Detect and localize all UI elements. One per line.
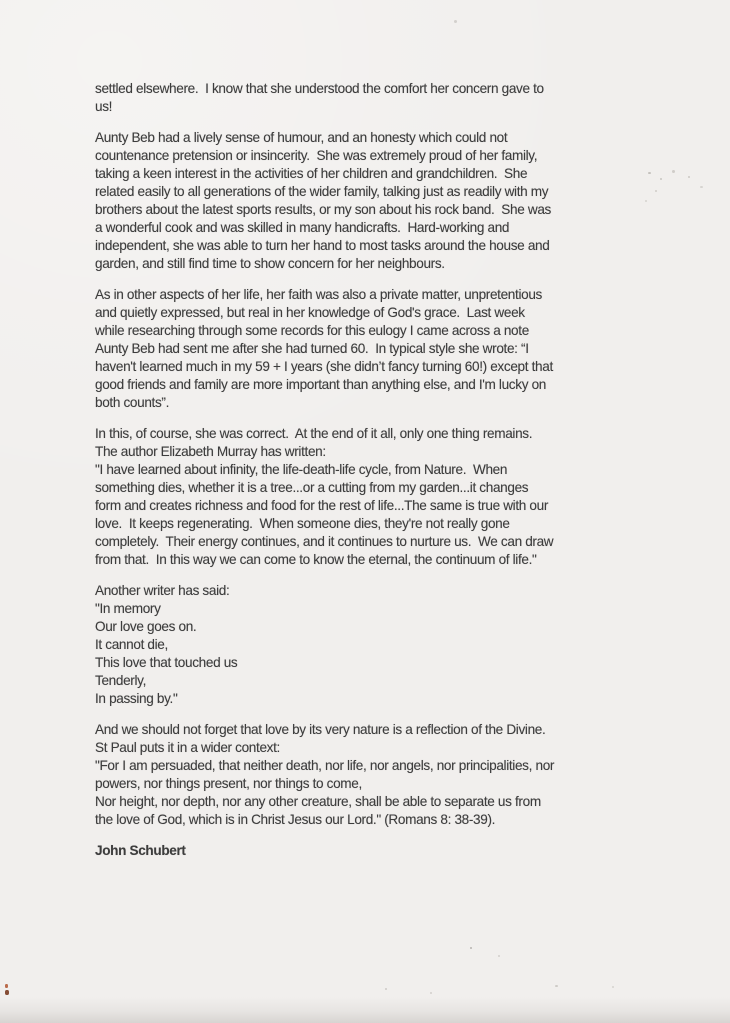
text-line: brothers about the latest sports results, or my son about his rock band. She was [95,202,551,217]
scan-speckle [430,992,432,994]
text-line: garden, and still find time to show concern for her neighbours. [95,256,445,271]
text-line: love. It keeps regenerating. When someone dies, they're not really gone [95,516,510,531]
text-line: and quietly expressed, but real in her knowledge of God's grace. Last week [95,305,525,320]
text-line: The author Elizabeth Murray has written: [95,444,326,459]
text-line: It cannot die, [95,637,168,652]
text-line: As in other aspects of her life, her faith was also a private matter, unpretentious [95,287,542,302]
paragraph [95,721,680,829]
text-line: Our love goes on. [95,619,197,634]
paragraph [95,286,680,412]
text-line: St Paul puts it in a wider context: [95,740,280,755]
text-line: both counts”. [95,395,170,410]
paragraph [95,582,680,708]
text-line: while researching through some records for this eulogy I came across a note [95,323,529,338]
text-line: the love of God, which is in Christ Jesus our Lord." (Romans 8: 38-39). [95,812,496,827]
text-line: from that. In this way we can come to know the eternal, the continuum of life." [95,552,537,567]
text-line: completely. Their energy continues, and it continues to nurture us. We can draw [95,534,554,549]
text-line: In this, of course, she was correct. At the end of it all, only one thing remains. [95,426,533,441]
scan-speckle [700,186,703,188]
text-line: "For I am persuaded, that neither death, nor life, nor angels, nor principalities, nor [95,758,555,773]
text-line: countenance pretension or insincerity. She was extremely proud of her family, [95,148,538,163]
text-line: Aunty Beb had a lively sense of humour, and an honesty which could not [95,130,508,145]
ink-speck [5,990,9,995]
paragraph [95,425,680,569]
scan-speckle [498,955,500,957]
text-line: related easily to all generations of the wider family, talking just as readily with my [95,184,549,199]
signature: John Schubert [95,843,186,858]
text-column [95,80,680,860]
text-line: Another writer has said: [95,583,230,598]
text-line: good friends and family are more important than anything else, and I'm lucky on [95,377,546,392]
text-line: powers, nor things present, nor things to come, [95,776,362,791]
text-line: And we should not forget that love by its very nature is a reflection of the Divine. [95,722,546,737]
scan-speckle [612,986,614,988]
text-line: Tenderly, [95,673,146,688]
text-line: "I have learned about infinity, the life-death-life cycle, from Nature. When [95,462,508,477]
text-line: something dies, whether it is a tree...or a cutting from my garden...it changes [95,480,529,495]
text-line: In passing by." [95,691,178,706]
scan-speckle [385,988,387,990]
text-line: independent, she was able to turn her hand to most tasks around the house and [95,238,550,253]
text-line: a wonderful cook and was skilled in many handicrafts. Hard-working and [95,220,510,235]
scan-speckle [454,20,457,23]
text-line: Nor height, nor depth, nor any other creature, shall be able to separate us from [95,794,541,809]
text-line: haven't learned much in my 59 + I years (she didn’t fancy turning 60!) except that [95,359,553,374]
scan-speckle [470,947,472,949]
paragraphs [95,80,680,829]
ink-speck [5,984,8,988]
text-line: form and creates richness and food for the rest of life...The same is true with our [95,498,548,513]
text-line: us! [95,99,113,114]
text-line: taking a keen interest in the activities of her children and grandchildren. She [95,166,528,181]
paragraph [95,80,680,116]
text-line: Aunty Beb had sent me after she had turned 60. In typical style she wrote: “I [95,341,529,356]
scan-speckle [555,985,558,987]
text-line: "In memory [95,601,161,616]
text-line: This love that touched us [95,655,238,670]
scan-shadow [0,997,730,1023]
paragraph [95,129,680,273]
scan-speckle [688,176,690,178]
text-line: settled elsewhere. I know that she understood the comfort her concern gave to [95,81,544,96]
